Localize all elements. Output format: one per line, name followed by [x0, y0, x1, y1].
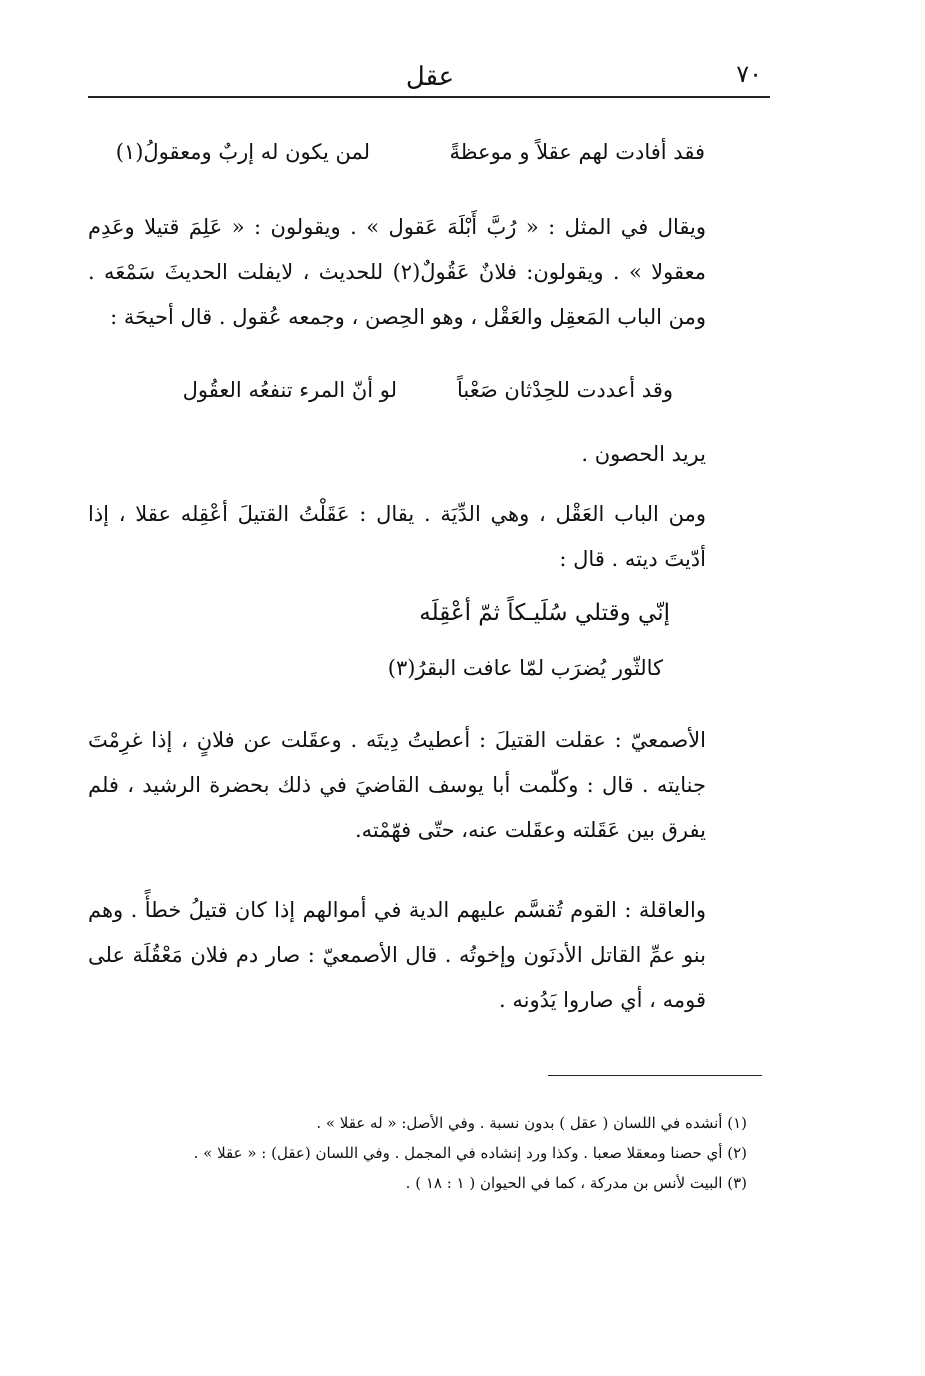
footnote-1: (١) أنشده في اللسان ( عقل ) بدون نسبة . وفي الأصل: « له عقلا » . [316, 1114, 747, 1132]
paragraph-5: والعاقلة : القوم تُقسَّم عليهم الدية في أموالهم إذا كان قتيلُ خطأً . وهم بنو عمِّ القاتل الأدنَون وإخوتُه . قال الأصمعيّ : صار دم فلان مَعْقُلَة على قومه ، أي صاروا يَدُونه . [88, 898, 706, 1012]
verse-2-first-hemistich: وقد أعددت للحِدْثان صَعْباً [456, 378, 673, 402]
paragraph-2: يريد الحصون . [581, 442, 706, 466]
verse-2-second-hemistich: لو أنّ المرء تنفعُه العقُول [182, 378, 397, 402]
verse-1-first-hemistich: فقد أفادت لهم عقلاً و موعظةً [449, 140, 705, 164]
running-head: عقل [405, 62, 455, 92]
footnote-2: (٢) أي حصنا ومعقلا صعبا . وكذا ورد إنشاده في المجمل . وفي اللسان (عقل) : « عقلا » . [193, 1144, 747, 1162]
page-header [90, 58, 770, 98]
paragraph-1: ويقال في المثل : « رُبَّ أَبْلَهَ عَقول » . ويقولون : « عَلِمَ قتيلا وعَدِم معقولا » . ويقولون: فلانٌ عَقُولٌ(٢) للحديث ، لايفلت الحديثَ سَمْعَه . ومن الباب المَعقِل والعَقْل ، وهو الحِصن ، وجمعه عُقول . قال أحيحَة : [88, 215, 707, 329]
verse-1 [0, 140, 925, 180]
verse-3-first-hemistich: إنّي وقتلي سُلَيـكاً ثمّ أعْقِلَه [419, 600, 670, 626]
footnote-rule [548, 1075, 762, 1076]
verse-3-second-hemistich: كالثّور يُضرَب لمّا عافت البقرُ(٣) [387, 656, 663, 680]
paragraph-3: ومن الباب العَقْل ، وهي الدِّيَة . يقال : عَقَلْتُ القتيلَ أعْقِله عقلا ، إذا أدّيتَ ديته . قال : [88, 502, 706, 571]
verse-2 [0, 378, 925, 418]
page-number: ٧٠ [736, 60, 762, 88]
header-rule [88, 96, 770, 98]
verse-1-second-hemistich: لمن يكون له إربٌ ومعقولُ(١) [115, 140, 370, 164]
paragraph-4: الأصمعيّ : عقلت القتيلَ : أعطيتُ دِيتَه . وعقَلت عن فلانٍ ، إذا غرِمْتَ جنايته . قال : وكلّمت أبا يوسف القاضيَ في ذلك بحضرة الرشيد ، فلم يفرق بين عَقَلته وعقَلت عنه، حتّى فهّمْته. [88, 728, 706, 842]
footnote-3: (٣) البيت لأنس بن مدركة ، كما في الحيوان ( ١ : ١٨ ) . [405, 1174, 747, 1192]
verse-3 [0, 600, 925, 690]
footnotes [147, 1108, 747, 1198]
